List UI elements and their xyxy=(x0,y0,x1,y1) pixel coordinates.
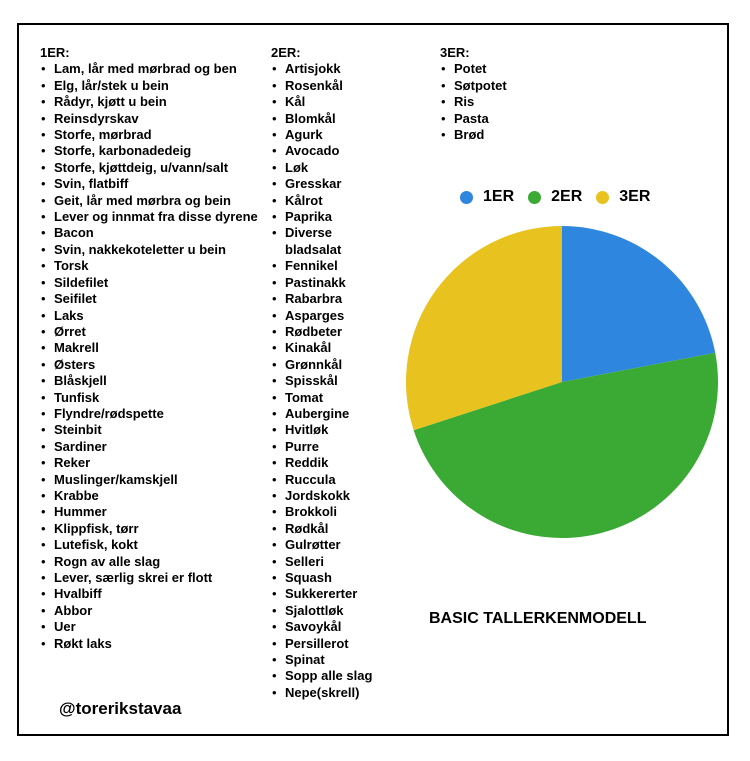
bullet-icon: • xyxy=(41,241,46,257)
list-item-label: Rogn av alle slag xyxy=(54,553,161,569)
list-item xyxy=(271,258,391,274)
list-item-label: Reddik xyxy=(285,455,329,471)
list-item-label: Spinat xyxy=(285,652,325,668)
list-item-label: Geit, lår med mørbra og bein xyxy=(54,192,231,208)
list-item xyxy=(271,127,391,143)
bullet-icon: • xyxy=(41,127,46,143)
bullet-icon: • xyxy=(41,110,46,126)
bullet-icon: • xyxy=(41,61,46,77)
bullet-icon: • xyxy=(41,373,46,389)
bullet-icon: • xyxy=(272,159,277,175)
list-item-label: Tunfisk xyxy=(54,389,100,405)
bullet-icon: • xyxy=(41,340,46,356)
legend-label: 3ER xyxy=(619,188,651,205)
legend-item xyxy=(596,188,650,206)
list-item-label: Sjalottløk xyxy=(285,602,344,618)
list-item xyxy=(40,94,270,110)
list-item-label: Kinakål xyxy=(285,340,332,356)
list-item-label: Tomat xyxy=(285,389,324,405)
bullet-icon: • xyxy=(272,110,277,126)
chart-legend xyxy=(460,188,664,206)
list-item xyxy=(440,111,560,127)
list-item xyxy=(40,61,270,77)
list-item-label: Elg, lår/stek u bein xyxy=(54,77,169,93)
list-item-label: Pasta xyxy=(454,110,489,126)
bullet-icon: • xyxy=(272,61,277,77)
list-item xyxy=(271,472,391,488)
list-item-label: Rådyr, kjøtt u bein xyxy=(54,94,167,110)
list-item-label: Paprika xyxy=(285,209,332,225)
bullet-icon: • xyxy=(41,586,46,602)
list-item xyxy=(40,209,270,225)
list-item xyxy=(271,324,391,340)
list-item-label: Bacon xyxy=(54,225,94,241)
legend-swatch-icon xyxy=(460,191,473,204)
list-item xyxy=(40,78,270,94)
bullet-icon: • xyxy=(41,192,46,208)
list-item xyxy=(40,570,270,586)
list-item xyxy=(271,570,391,586)
list-item-label: Rosenkål xyxy=(285,77,343,93)
list-item-label: Lever og innmat fra disse dyrene xyxy=(54,209,258,225)
bullet-icon: • xyxy=(41,537,46,553)
bullet-icon: • xyxy=(41,159,46,175)
list-item-label: Røkt laks xyxy=(54,635,112,651)
bullet-icon: • xyxy=(272,258,277,274)
list-item-label: Sopp alle slag xyxy=(285,668,373,684)
bullet-icon: • xyxy=(41,471,46,487)
list-item-label: Ris xyxy=(454,94,475,110)
list-item-label: Abbor xyxy=(54,602,93,618)
list-item xyxy=(271,603,391,619)
bullet-icon: • xyxy=(272,291,277,307)
list-item xyxy=(40,308,270,324)
list-item-label: Gulrøtter xyxy=(285,537,341,553)
food-list xyxy=(440,61,560,143)
list-item-label: Kålrot xyxy=(285,192,323,208)
bullet-icon: • xyxy=(272,422,277,438)
bullet-icon: • xyxy=(41,225,46,241)
bullet-icon: • xyxy=(272,209,277,225)
bullet-icon: • xyxy=(441,77,446,93)
list-item xyxy=(40,373,270,389)
bullet-icon: • xyxy=(272,471,277,487)
list-item xyxy=(440,127,560,143)
bullet-icon: • xyxy=(41,438,46,454)
list-item xyxy=(40,143,270,159)
food-list xyxy=(40,61,270,652)
list-item xyxy=(40,340,270,356)
list-item-label: Torsk xyxy=(54,258,89,274)
list-item-label: Avocado xyxy=(285,143,340,159)
list-item-label: Fennikel xyxy=(285,258,338,274)
bullet-icon: • xyxy=(41,274,46,290)
list-item-label: Sildefilet xyxy=(54,274,109,290)
bullet-icon: • xyxy=(41,291,46,307)
list-item-label: Løk xyxy=(285,159,309,175)
list-item-label: Blomkål xyxy=(285,110,336,126)
bullet-icon: • xyxy=(41,356,46,372)
list-item-label: Svin, nakkekoteletter u bein xyxy=(54,241,226,257)
list-item-label: Brød xyxy=(454,127,485,143)
list-item-label: Søtpotet xyxy=(454,77,507,93)
bullet-icon: • xyxy=(272,668,277,684)
bullet-icon: • xyxy=(272,143,277,159)
legend-swatch-icon xyxy=(528,191,541,204)
list-item xyxy=(271,61,391,77)
bullet-icon: • xyxy=(272,77,277,93)
bullet-icon: • xyxy=(41,570,46,585)
list-item-label: Artisjokk xyxy=(285,61,341,77)
legend-label: 2ER xyxy=(551,188,583,205)
list-item xyxy=(271,406,391,422)
list-item xyxy=(271,652,391,668)
list-item-label: Steinbit xyxy=(54,422,102,438)
list-item xyxy=(40,619,270,635)
list-item-label: Rødkål xyxy=(285,520,329,536)
list-item-label: Seifilet xyxy=(54,291,97,307)
bullet-icon: • xyxy=(41,209,46,225)
bullet-icon: • xyxy=(272,176,277,192)
bullet-icon: • xyxy=(41,405,46,421)
bullet-icon: • xyxy=(272,652,277,668)
bullet-icon: • xyxy=(441,61,446,77)
bullet-icon: • xyxy=(41,487,46,503)
list-item-label: Selleri xyxy=(285,553,325,569)
list-heading: 3ER: xyxy=(440,45,470,60)
list-item xyxy=(271,275,391,291)
list-item xyxy=(271,193,391,209)
list-item-label: Spisskål xyxy=(285,373,338,389)
bullet-icon: • xyxy=(41,602,46,618)
bullet-icon: • xyxy=(272,684,277,700)
list-item xyxy=(271,504,391,520)
list-heading: 2ER: xyxy=(271,45,301,60)
bullet-icon: • xyxy=(272,274,277,290)
legend-swatch-icon xyxy=(596,191,609,204)
list-item-label: Lever, særlig skrei er flott xyxy=(54,570,213,585)
bullet-icon: • xyxy=(272,553,277,569)
bullet-icon: • xyxy=(272,537,277,553)
bullet-icon: • xyxy=(272,127,277,143)
list-item xyxy=(40,406,270,422)
list-item-label: Storfe, mørbrad xyxy=(54,127,152,143)
legend-item xyxy=(528,188,582,206)
list-item-label: Kål xyxy=(285,94,306,110)
bullet-icon: • xyxy=(272,586,277,602)
list-item xyxy=(40,324,270,340)
list-item-label: Asparges xyxy=(285,307,345,323)
list-item xyxy=(271,78,391,94)
list-item-label: Persillerot xyxy=(285,635,349,651)
list-item xyxy=(40,586,270,602)
list-item xyxy=(40,603,270,619)
legend-item xyxy=(460,188,514,206)
list-item-label: Makrell xyxy=(54,340,99,356)
list-item-label: Rødbeter xyxy=(285,323,343,339)
bullet-icon: • xyxy=(41,619,46,635)
bullet-icon: • xyxy=(41,455,46,471)
list-item-label: Svin, flatbiff xyxy=(54,176,129,192)
list-item-label: Laks xyxy=(54,307,84,323)
list-item xyxy=(271,111,391,127)
list-item xyxy=(40,291,270,307)
list-item xyxy=(40,258,270,274)
author-handle: @torerikstavaa xyxy=(59,699,182,718)
list-item-label: Rabarbra xyxy=(285,291,343,307)
list-item xyxy=(271,373,391,389)
list-item-label: Ørret xyxy=(54,323,86,339)
list-item-label: Krabbe xyxy=(54,487,99,503)
list-item xyxy=(440,61,560,77)
list-item xyxy=(40,160,270,176)
bullet-icon: • xyxy=(272,356,277,372)
chart-title: BASIC TALLERKENMODELL xyxy=(429,610,647,627)
list-item xyxy=(271,439,391,455)
list-item xyxy=(40,225,270,241)
list-item xyxy=(271,636,391,652)
list-item xyxy=(271,668,391,684)
bullet-icon: • xyxy=(272,405,277,421)
bullet-icon: • xyxy=(272,323,277,339)
list-item xyxy=(40,242,270,258)
list-item xyxy=(271,209,391,225)
list-item xyxy=(271,537,391,553)
pie-chart xyxy=(405,225,719,539)
bullet-icon: • xyxy=(41,504,46,520)
list-item xyxy=(40,554,270,570)
list-item xyxy=(271,422,391,438)
bullet-icon: • xyxy=(272,192,277,208)
list-item-label: Storfe, karbonadedeig xyxy=(54,143,192,159)
list-item xyxy=(40,636,270,652)
list-item xyxy=(40,127,270,143)
bullet-icon: • xyxy=(272,373,277,389)
list-item xyxy=(271,176,391,192)
list-item-label: Storfe, kjøttdeig, u/vann/salt xyxy=(54,159,229,175)
bullet-icon: • xyxy=(41,635,46,651)
bullet-icon: • xyxy=(272,520,277,536)
list-item xyxy=(440,94,560,110)
bullet-icon: • xyxy=(41,258,46,274)
list-item-label: Uer xyxy=(54,619,76,635)
list-item-label: Agurk xyxy=(285,127,323,143)
list-item xyxy=(271,308,391,324)
list-item xyxy=(271,225,391,258)
list-item-label: Hvalbiff xyxy=(54,586,102,602)
list-column-3er xyxy=(440,45,560,143)
list-item xyxy=(40,176,270,192)
bullet-icon: • xyxy=(41,553,46,569)
bullet-icon: • xyxy=(441,94,446,110)
list-heading: 1ER: xyxy=(40,45,70,60)
list-item xyxy=(271,619,391,635)
bullet-icon: • xyxy=(272,438,277,454)
bullet-icon: • xyxy=(41,307,46,323)
list-item xyxy=(271,357,391,373)
list-item-label: Flyndre/rødspette xyxy=(54,405,164,421)
list-item-label: Sukkererter xyxy=(285,586,358,602)
bullet-icon: • xyxy=(272,602,277,618)
list-item-label: Blåskjell xyxy=(54,373,107,389)
list-item-label: Lam, lår med mørbrad og ben xyxy=(54,61,237,77)
list-item-label: Diverse bladsalat xyxy=(285,225,342,257)
list-item xyxy=(271,685,391,701)
list-item xyxy=(40,455,270,471)
list-item xyxy=(40,439,270,455)
list-column-2er xyxy=(271,45,391,701)
bullet-icon: • xyxy=(272,570,277,585)
list-item xyxy=(40,193,270,209)
list-item-label: Muslinger/kamskjell xyxy=(54,471,178,487)
list-item xyxy=(271,143,391,159)
list-item xyxy=(40,390,270,406)
list-item xyxy=(271,160,391,176)
list-item xyxy=(271,586,391,602)
legend-label: 1ER xyxy=(483,188,515,205)
bullet-icon: • xyxy=(272,94,277,110)
list-item-label: Hvitløk xyxy=(285,422,329,438)
bullet-icon: • xyxy=(41,94,46,110)
list-item xyxy=(40,488,270,504)
list-item xyxy=(40,504,270,520)
list-item-label: Hummer xyxy=(54,504,107,520)
list-item-label: Purre xyxy=(285,438,319,454)
bullet-icon: • xyxy=(272,619,277,635)
list-item xyxy=(40,422,270,438)
bullet-icon: • xyxy=(41,323,46,339)
list-item xyxy=(271,488,391,504)
bullet-icon: • xyxy=(272,504,277,520)
list-item-label: Squash xyxy=(285,570,332,585)
bullet-icon: • xyxy=(441,110,446,126)
list-item xyxy=(40,472,270,488)
bullet-icon: • xyxy=(272,635,277,651)
list-item xyxy=(271,94,391,110)
list-item xyxy=(40,537,270,553)
list-item-label: Nepe(skrell) xyxy=(285,684,360,700)
bullet-icon: • xyxy=(41,176,46,192)
list-item-label: Reker xyxy=(54,455,91,471)
list-item-label: Aubergine xyxy=(285,405,350,421)
bullet-icon: • xyxy=(41,520,46,536)
list-item xyxy=(40,275,270,291)
list-item xyxy=(271,390,391,406)
list-item-label: Grønnkål xyxy=(285,356,343,372)
list-item-label: Ruccula xyxy=(285,471,336,487)
bullet-icon: • xyxy=(272,389,277,405)
bullet-icon: • xyxy=(41,422,46,438)
bullet-icon: • xyxy=(272,487,277,503)
list-item xyxy=(271,455,391,471)
list-item-label: Sardiner xyxy=(54,438,107,454)
list-item-label: Lutefisk, kokt xyxy=(54,537,138,553)
list-item xyxy=(40,357,270,373)
bullet-icon: • xyxy=(441,127,446,143)
bullet-icon: • xyxy=(272,307,277,323)
bullet-icon: • xyxy=(272,225,277,241)
list-item xyxy=(271,340,391,356)
bullet-icon: • xyxy=(272,340,277,356)
list-item-label: Reinsdyrskav xyxy=(54,110,139,126)
list-item-label: Potet xyxy=(454,61,487,77)
list-item-label: Jordskokk xyxy=(285,487,351,503)
list-item-label: Brokkoli xyxy=(285,504,338,520)
list-item xyxy=(271,291,391,307)
bullet-icon: • xyxy=(41,77,46,93)
list-item-label: Gresskar xyxy=(285,176,342,192)
list-item-label: Klippfisk, tørr xyxy=(54,520,139,536)
list-item xyxy=(40,521,270,537)
list-column-1er xyxy=(40,45,270,652)
bullet-icon: • xyxy=(272,455,277,471)
food-list xyxy=(271,61,391,701)
bullet-icon: • xyxy=(41,143,46,159)
list-item-label: Pastinakk xyxy=(285,274,346,290)
bullet-icon: • xyxy=(41,389,46,405)
list-item xyxy=(40,111,270,127)
list-item xyxy=(440,78,560,94)
list-item-label: Savoykål xyxy=(285,619,342,635)
list-item xyxy=(271,554,391,570)
list-item xyxy=(271,521,391,537)
list-item-label: Østers xyxy=(54,356,96,372)
